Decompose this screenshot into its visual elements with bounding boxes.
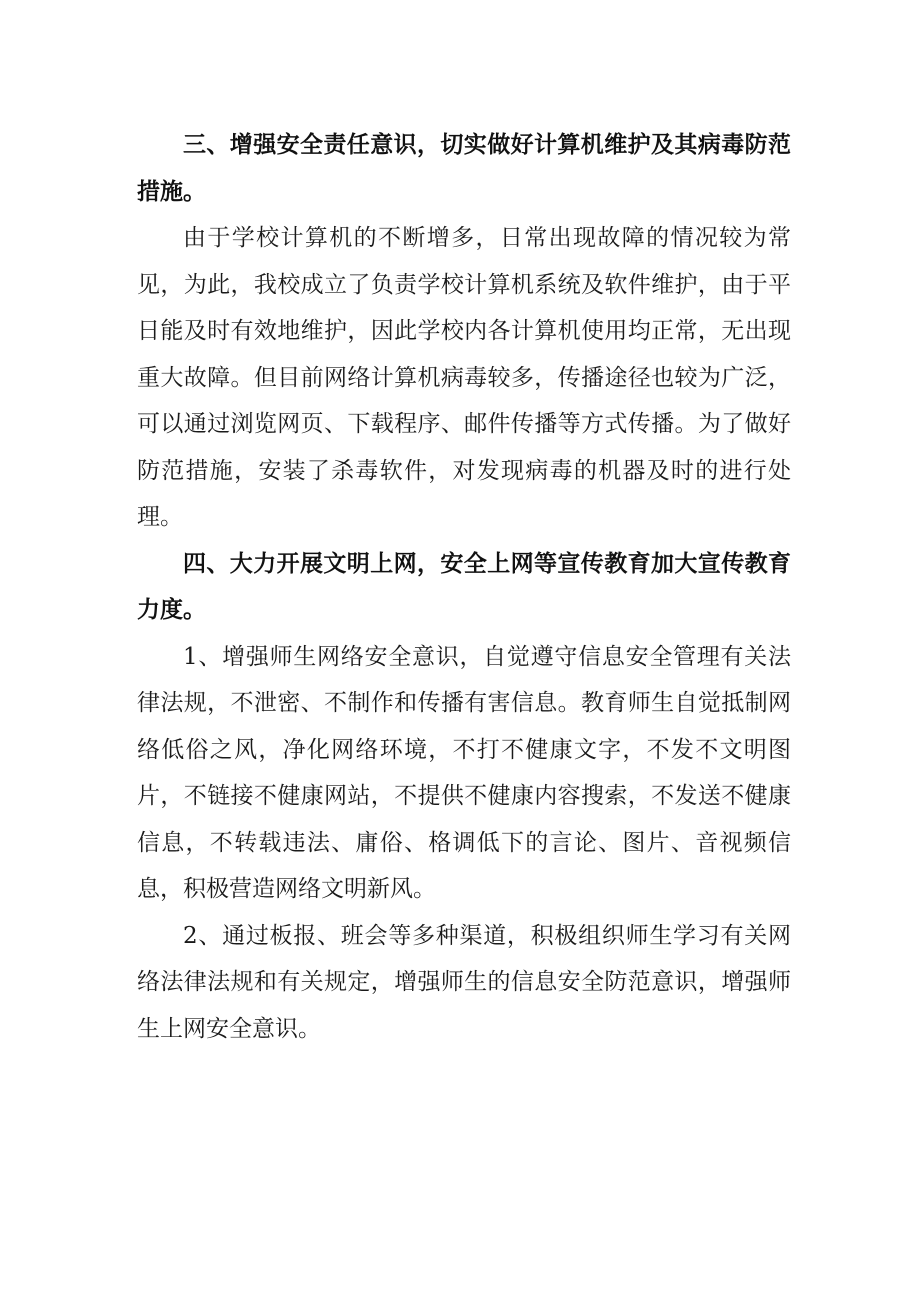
section-3-paragraph-1: 由于学校计算机的不断增多，日常出现故障的情况较为常见，为此，我校成立了负责学校计算机系统及软件维护，由于平日能及时有效地维护，因此学校内各计算机使用均正常，无出现重大故障。但目前网络计算机病毒较多，传播途径也较为广泛，可以通过浏览网页、下载程序、邮件传播等方式传播。为了做好防范措施，安装了杀毒软件，对发现病毒的机器及时的进行处理。: [137, 225, 791, 530]
section-4-paragraph-1: 1、增强师生网络安全意识，自觉遵守信息安全管理有关法律法规，不泄密、不制作和传播有害信息。教育师生自觉抵制网络低俗之风，净化网络环境，不打不健康文字，不发不文明图片，不链接不健康网站，不提供不健康内容搜索，不发送不健康信息，不转载违法、庸俗、格调低下的言论、图片、音视频信息，积极营造网络文明新风。: [137, 643, 791, 902]
section-4-paragraph-2: 2、通过板报、班会等多种渠道，积极组织师生学习有关网络法律法规和有关规定，增强师生的信息安全防范意识，增强师生上网安全意识。: [137, 922, 791, 1042]
document-body: [137, 122, 791, 1052]
section-heading-3: 三、增强安全责任意识，切实做好计算机维护及其病毒防范措施。: [137, 132, 791, 205]
section-heading-4: 四、大力开展文明上网，安全上网等宣传教育加大宣传教育力度。: [137, 550, 791, 623]
